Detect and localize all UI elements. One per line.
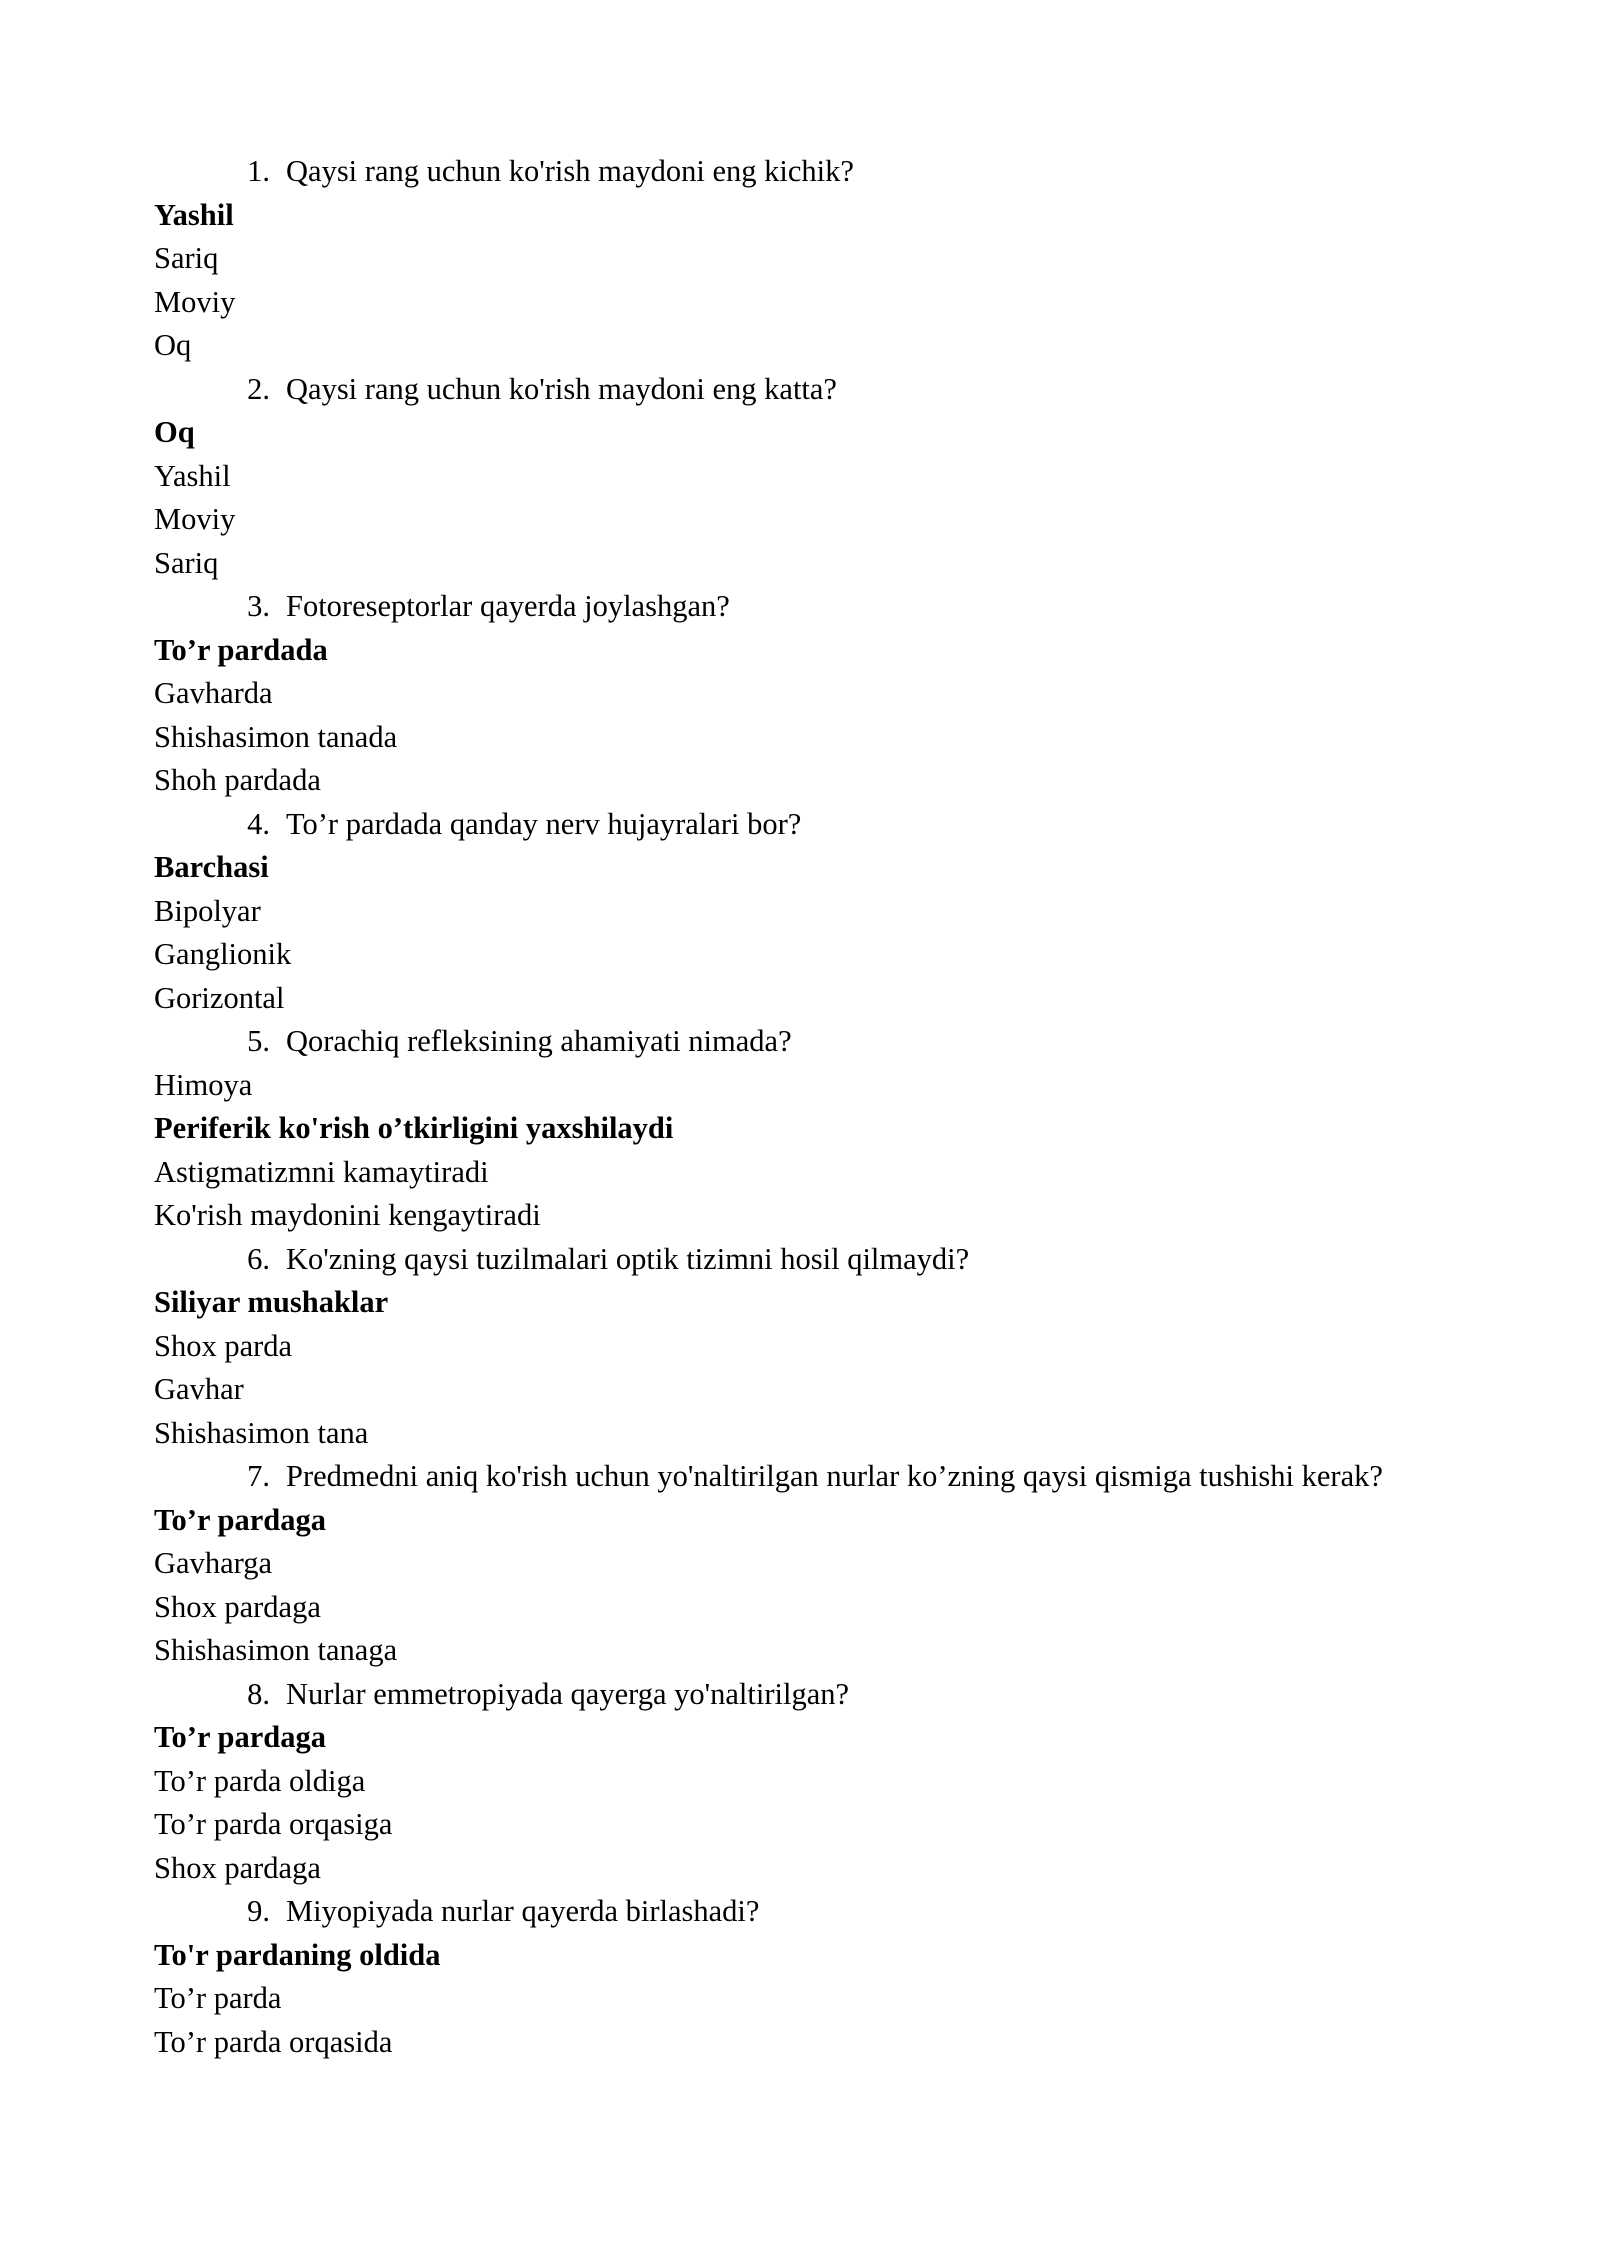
answer-option: Sariq: [154, 545, 219, 580]
answer-option-correct: To’r pardaga: [154, 1720, 327, 1754]
question-block: [154, 1673, 1450, 1891]
question-number: 9.: [247, 1894, 270, 1928]
answer-option: Shox pardaga: [154, 1850, 321, 1885]
question-block: [154, 368, 1450, 586]
question-item: [228, 803, 1450, 847]
question-item: [228, 1238, 1450, 1282]
question-item: [228, 585, 1450, 629]
question-number: 2.: [247, 371, 270, 406]
question-block: [154, 1020, 1450, 1238]
question-block: [154, 1238, 1450, 1456]
answer-option-correct: Oq: [154, 415, 195, 449]
answer-option: Bipolyar: [154, 893, 261, 928]
answer-option: To’r parda orqasida: [154, 2024, 393, 2059]
answer-option: Ganglionik: [154, 937, 292, 971]
answer-option: Gavharga: [154, 1546, 272, 1580]
question-number: 1.: [247, 154, 270, 188]
question-block: [154, 1890, 1450, 2064]
question-block: [154, 1455, 1450, 1673]
answer-option: Shoh pardada: [154, 763, 321, 797]
answer-option-correct: Periferik ko'rish o’tkirligini yaxshilaydi: [154, 1111, 674, 1145]
answer-option: Shox parda: [154, 1328, 293, 1363]
answer-option: Yashil: [154, 458, 231, 493]
answer-option-correct: To'r pardaning oldida: [154, 1937, 441, 1972]
question-text: Qaysi rang uchun ko'rish maydoni eng kichik?: [286, 154, 854, 188]
question-list: [154, 150, 1450, 2064]
question-item: [228, 1455, 1450, 1499]
question-text: Qorachiq refleksining ahamiyati nimada?: [286, 1024, 792, 1058]
question-item: [228, 368, 1450, 412]
question-number: 6.: [247, 1241, 270, 1276]
question-block: [154, 803, 1450, 1021]
answer-option: Moviy: [154, 284, 236, 319]
answer-option-correct: To’r pardaga: [154, 1502, 327, 1537]
answer-option-correct: Yashil: [154, 197, 234, 232]
answer-option-correct: Barchasi: [154, 850, 269, 884]
question-block: [154, 585, 1450, 803]
answer-option: Gorizontal: [154, 980, 285, 1015]
question-item: [228, 1673, 1450, 1717]
answer-option: Shishasimon tanada: [154, 719, 398, 754]
answer-option: Gavhar: [154, 1372, 244, 1406]
question-number: 5.: [247, 1024, 270, 1058]
question-number: 4.: [247, 806, 270, 841]
question-number: 8.: [247, 1676, 270, 1711]
answer-option: To’r parda orqasiga: [154, 1807, 393, 1841]
answer-option: Astigmatizmni kamaytiradi: [154, 1154, 489, 1189]
answer-option: Shishasimon tanaga: [154, 1633, 398, 1667]
answer-option: To’r parda: [154, 1981, 282, 2015]
question-text: Predmedni aniq ko'rish uchun yo'naltirilgan nurlar ko’zning qaysi qismiga tushishi kerak?: [286, 1459, 1383, 1493]
answer-option-correct: Siliyar mushaklar: [154, 1285, 389, 1319]
question-block: [154, 150, 1450, 368]
question-text: Nurlar emmetropiyada qayerga yo'naltirilgan?: [286, 1676, 850, 1711]
answer-option: Himoya: [154, 1067, 253, 1102]
answer-option-correct: To’r pardada: [154, 632, 328, 667]
question-number: 3.: [247, 589, 270, 623]
answer-option: Shox pardaga: [154, 1589, 321, 1624]
answer-option: Oq: [154, 328, 192, 362]
answer-option: Sariq: [154, 241, 219, 275]
answer-option: Ko'rish maydonini kengaytiradi: [154, 1198, 541, 1232]
question-text: Ko'zning qaysi tuzilmalari optik tizimni hosil qilmaydi?: [286, 1241, 970, 1276]
question-item: [228, 1020, 1450, 1064]
question-text: Miyopiyada nurlar qayerda birlashadi?: [286, 1894, 760, 1928]
question-text: Fotoreseptorlar qayerda joylashgan?: [286, 589, 730, 623]
answer-option: To’r parda oldiga: [154, 1763, 366, 1798]
answer-option: Moviy: [154, 502, 236, 536]
question-item: [228, 1890, 1450, 1934]
answer-option: Gavharda: [154, 676, 273, 710]
question-item: [228, 150, 1450, 194]
answer-option: Shishasimon tana: [154, 1415, 369, 1450]
question-text: Qaysi rang uchun ko'rish maydoni eng katta?: [286, 371, 837, 406]
question-number: 7.: [247, 1459, 270, 1493]
question-text: To’r pardada qanday nerv hujayralari bor?: [286, 806, 802, 841]
